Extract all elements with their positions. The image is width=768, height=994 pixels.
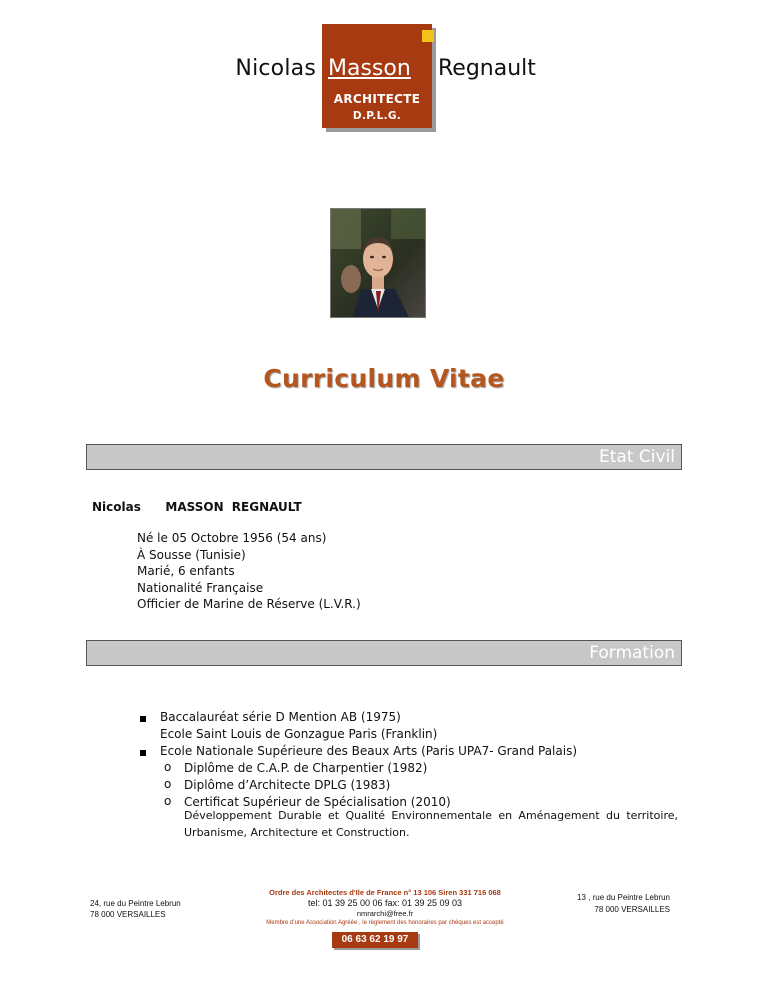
header-last-name: Regnault — [438, 56, 536, 81]
person-full-name: Nicolas MASSON REGNAULT — [92, 500, 302, 514]
footer-order-info: Ordre des Architectes d'Ile de France n° 13 106 Siren 331 716 068 — [269, 888, 501, 897]
military-rank: Officier de Marine de Réserve (L.V.R.) — [137, 597, 361, 611]
nationality: Nationalité Française — [137, 580, 264, 595]
logo-accent-square — [422, 30, 434, 42]
diploma-cap: Diplôme de C.A.P. de Charpentier (1982) — [184, 761, 428, 775]
formation-beaux-arts: Ecole Nationale Supérieure des Beaux Arts (Paris UPA7- Grand Palais) — [160, 744, 578, 758]
specialisation-detail: Développement Durable et Qualité Environnementale en Aménagement du territoire, Urbanisme, Architecture et Construction. — [184, 809, 678, 839]
diploma-css: Certificat Supérieur de Spécialisation (2010) — [184, 795, 451, 809]
footer-right-street: 13 , rue du Peintre Lebrun — [577, 893, 670, 902]
mobile-phone-badge: 06 63 62 19 97 — [332, 932, 418, 948]
civil-details-list — [137, 530, 361, 613]
formation-bac: Baccalauréat série D Mention AB (1975) — [160, 710, 401, 724]
circle-bullet-icon: o — [164, 794, 172, 808]
birth-place: À Sousse (Tunisie) — [137, 547, 246, 562]
footer-address-left — [90, 898, 181, 920]
birth-date: Né le 05 Octobre 1956 (54 ans) — [137, 531, 327, 545]
footer-left-street: 24, rue du Peintre Lebrun — [90, 899, 181, 908]
footer-tel-fax: tel: 01 39 25 00 06 fax: 01 39 25 09 03 — [307, 898, 463, 908]
header-middle-name: Masson — [328, 56, 411, 81]
section-label-etat-civil: Etat Civil — [599, 447, 675, 467]
header-first-name: Nicolas — [235, 56, 316, 81]
section-label-formation: Formation — [589, 643, 675, 663]
section-bar-etat-civil — [86, 444, 682, 470]
logo-title-dplg: D.P.L.G. — [352, 110, 402, 122]
formation-bac-school: Ecole Saint Louis de Gonzague Paris (Franklin) — [160, 727, 438, 741]
footer-right-city: 78 000 VERSAILLES — [594, 905, 670, 914]
logo-title-architecte: ARCHITECTE — [333, 92, 421, 106]
footer-association: Membre d’une Association Agréée , le règlement des honoraires par chèques est accepté — [266, 920, 504, 926]
family-status: Marié, 6 enfants — [137, 564, 235, 578]
section-bar-formation — [86, 640, 682, 666]
document-title: Curriculum Vitae — [263, 364, 505, 393]
footer-left-city: 78 000 VERSAILLES — [90, 910, 166, 919]
portrait-illustration — [331, 209, 425, 317]
portrait-photo — [330, 208, 426, 318]
footer-email: nmrarchi@free.fr — [356, 909, 414, 918]
circle-bullet-icon: o — [164, 777, 172, 791]
footer-address-right — [577, 892, 670, 916]
diploma-dplg: Diplôme d’Architecte DPLG (1983) — [184, 778, 391, 792]
circle-bullet-icon: o — [164, 760, 172, 774]
bullet-icon — [140, 716, 146, 722]
bullet-icon — [140, 750, 146, 756]
